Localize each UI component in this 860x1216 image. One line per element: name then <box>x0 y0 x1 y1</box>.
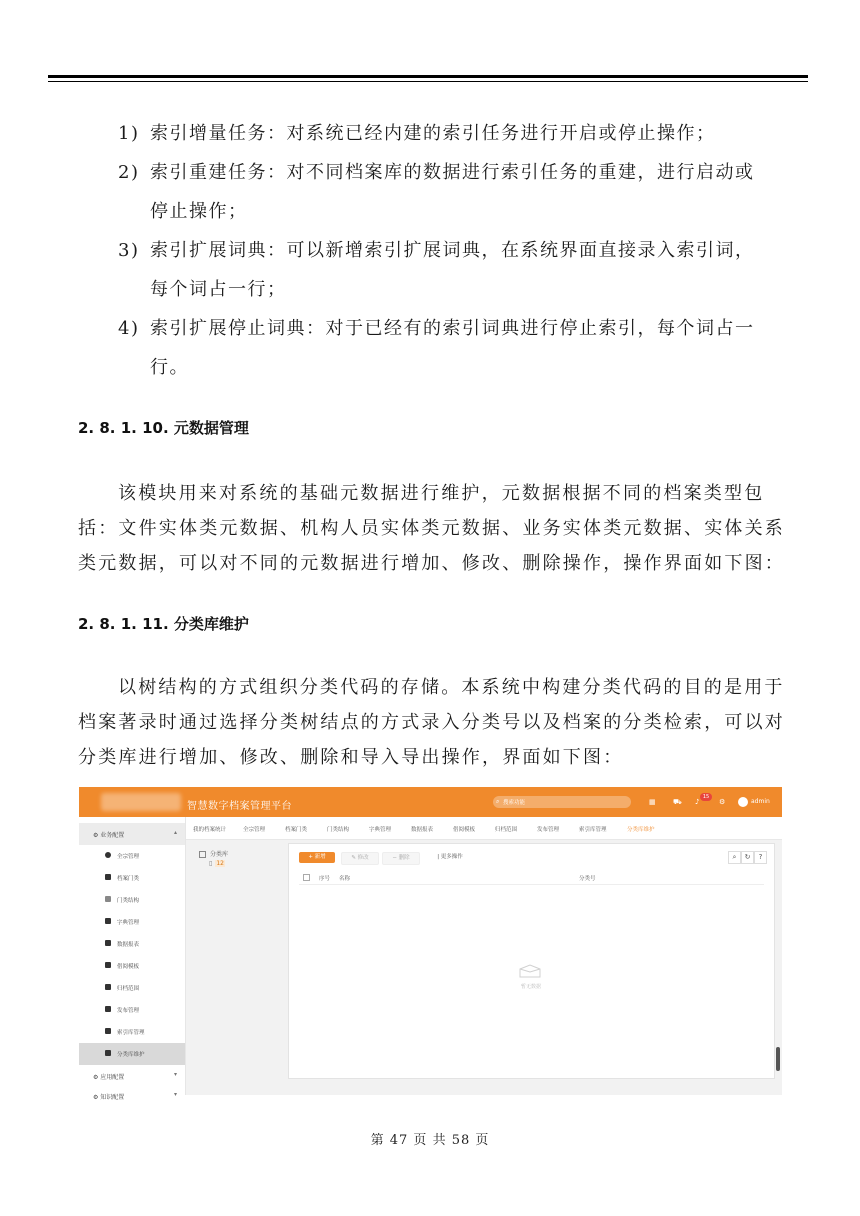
menu-icon <box>105 940 111 946</box>
section-heading-classification: 2. 8. 1. 11. 分类库维护 <box>78 615 249 633</box>
column-header-code[interactable]: 分类号 <box>579 876 596 882</box>
menu-icon <box>105 1028 111 1034</box>
sidebar-group-label: ⚙ 应用配置 <box>93 1074 125 1081</box>
sidebar-item[interactable] <box>79 845 185 867</box>
select-all-checkbox[interactable] <box>303 874 310 881</box>
add-button[interactable]: + 新增 <box>299 852 335 863</box>
sidebar-item-label: 发布管理 <box>117 1008 140 1014</box>
section-body-classification: 以树结构的方式组织分类代码的存储。本系统中构建分类代码的目的是用于档案著录时通过选择分类树结点的方式录入分类号以及档案的分类检索，可以对分类库进行增加、修改、删除和导入导出操作，界面如下图： <box>78 677 785 768</box>
list-item-text: 索引扩展停止词典：对于已经有的索引词典进行停止索引，每个词占一 <box>150 318 755 339</box>
tree-node-root[interactable] <box>199 849 228 858</box>
tree-node-label: 12 <box>216 860 224 867</box>
list-item-text: 索引扩展词典：可以新增索引扩展词典，在系统界面直接录入索引词， <box>150 240 755 261</box>
tab[interactable]: 全宗管理 <box>243 827 266 833</box>
tab[interactable]: 字典管理 <box>369 827 392 833</box>
table-header <box>299 870 764 885</box>
avatar[interactable] <box>738 797 748 807</box>
more-actions-button[interactable]: | 更多操作 <box>429 852 471 863</box>
tab[interactable]: 门类结构 <box>327 827 350 833</box>
list-item-text: 索引重建任务：对不同档案库的数据进行索引任务的重建，进行启动或 <box>150 162 755 183</box>
sidebar-item[interactable] <box>79 933 185 955</box>
sidebar-item-label: 分类库维护 <box>117 1052 145 1058</box>
sidebar-item[interactable] <box>79 977 185 999</box>
menu-icon <box>105 984 111 990</box>
grid-icon[interactable]: ▦ <box>649 798 656 806</box>
gear-icon[interactable]: ⚙ <box>719 798 726 806</box>
sidebar-item[interactable] <box>79 955 185 977</box>
classification-ui-screenshot <box>79 787 782 1101</box>
section-heading-metadata: 2. 8. 1. 10. 元数据管理 <box>78 419 249 437</box>
list-item-text-cont: 行。 <box>150 357 189 378</box>
bell-icon[interactable]: ♪ <box>695 798 700 806</box>
sidebar-item-label: 字典管理 <box>117 920 140 926</box>
platform-title: 智慧数字档案管理平台 <box>187 801 292 812</box>
refresh-icon[interactable]: ↻ <box>741 851 754 864</box>
search-placeholder: 搜索功能 <box>503 800 526 806</box>
sidebar-item-label: 数据报表 <box>117 942 140 948</box>
classification-table-panel <box>288 843 775 1079</box>
menu-icon <box>105 874 111 880</box>
tab[interactable]: 档案门类 <box>285 827 308 833</box>
sidebar-item[interactable] <box>79 911 185 933</box>
list-item <box>118 153 798 231</box>
scrollbar[interactable] <box>776 1047 780 1071</box>
help-icon[interactable]: ? <box>754 851 767 864</box>
sidebar-item[interactable] <box>79 1021 185 1043</box>
list-item-text-cont: 停止操作； <box>150 201 248 222</box>
sidebar-item-label: 档案门类 <box>117 876 140 882</box>
chevron-up-icon: ▴ <box>173 829 177 836</box>
menu-icon <box>105 918 111 924</box>
menu-icon <box>105 1050 111 1056</box>
sidebar <box>79 817 186 1101</box>
chevron-down-icon: ▾ <box>173 1091 177 1098</box>
list-item-number: 2) <box>118 162 140 183</box>
search-icon[interactable]: ⌕ <box>728 851 741 864</box>
sidebar-group-business[interactable] <box>79 823 185 845</box>
list-item <box>118 114 798 153</box>
empty-box-icon <box>517 962 543 980</box>
sidebar-item-label: 门类结构 <box>117 898 140 904</box>
sidebar-item-label: 全宗管理 <box>117 854 140 860</box>
expand-icon[interactable] <box>199 851 206 858</box>
search-input[interactable] <box>493 796 631 808</box>
menu-icon <box>105 1006 111 1012</box>
app-top-bar <box>79 787 782 817</box>
user-name[interactable]: admin <box>751 798 770 805</box>
logo <box>101 793 181 811</box>
sidebar-group-label: ⚙ 业务配置 <box>93 832 125 839</box>
sidebar-group-knowledge[interactable] <box>79 1085 185 1107</box>
page-footer: 第 47 页 共 58 页 <box>370 1133 490 1148</box>
sidebar-item[interactable] <box>79 889 185 911</box>
menu-icon <box>105 896 111 902</box>
list-item-number: 3) <box>118 240 140 261</box>
sidebar-item-label: 归档范围 <box>117 986 140 992</box>
list-item-number: 4) <box>118 318 140 339</box>
menu-icon <box>105 852 111 858</box>
list-item-text-cont: 每个词占一行； <box>150 279 287 300</box>
list-item <box>118 231 798 309</box>
tree-node-label: 分类库 <box>210 851 229 858</box>
list-item-text: 索引增量任务：对系统已经内建的索引任务进行开启或停止操作； <box>150 123 716 144</box>
tab-bar <box>186 817 782 840</box>
delete-button[interactable]: − 删除 <box>382 852 420 865</box>
sidebar-item-label: 借阅模板 <box>117 964 140 970</box>
tab[interactable]: 索引库管理 <box>579 827 607 833</box>
sidebar-group-app[interactable] <box>79 1065 185 1087</box>
tab-active[interactable]: 分类库维护 <box>627 827 655 833</box>
tree-node-child[interactable] <box>209 860 225 867</box>
index-task-list <box>118 114 798 387</box>
empty-state-text: 暂无数据 <box>521 984 542 990</box>
file-icon: ▯ <box>209 860 213 867</box>
menu-icon <box>105 962 111 968</box>
column-header-index[interactable]: 序号 <box>319 876 331 882</box>
sidebar-item[interactable] <box>79 867 185 889</box>
tab[interactable]: 归档范围 <box>495 827 518 833</box>
section-body-metadata: 该模块用来对系统的基础元数据进行维护，元数据根据不同的档案类型包括：文件实体类元数据、机构人员实体类元数据、业务实体类元数据、实体关系类元数据，可以对不同的元数据进行增加、修改、删除操作，操作界面如下图： <box>78 483 785 574</box>
cart-icon[interactable]: ⛟ <box>673 798 682 806</box>
tab[interactable]: 我的档案统计 <box>193 827 227 833</box>
list-item <box>118 309 798 387</box>
sidebar-item-active[interactable] <box>79 1043 185 1065</box>
list-item-number: 1) <box>118 123 140 144</box>
notification-badge: 15 <box>700 793 712 801</box>
sidebar-item-label: 索引库管理 <box>117 1030 145 1036</box>
search-icon: ⌕ <box>496 798 500 805</box>
header-rule-thin <box>48 81 808 82</box>
chevron-down-icon: ▾ <box>173 1071 177 1078</box>
sidebar-group-label: ⚙ 知识配置 <box>93 1094 125 1101</box>
tab[interactable]: 数据报表 <box>411 827 434 833</box>
sidebar-item[interactable] <box>79 999 185 1021</box>
tab[interactable]: 借阅模板 <box>453 827 476 833</box>
column-header-name[interactable]: 名称 <box>339 876 351 882</box>
tab[interactable]: 发布管理 <box>537 827 560 833</box>
edit-button[interactable]: ✎ 修改 <box>341 852 379 865</box>
header-rule-thick <box>48 75 808 78</box>
